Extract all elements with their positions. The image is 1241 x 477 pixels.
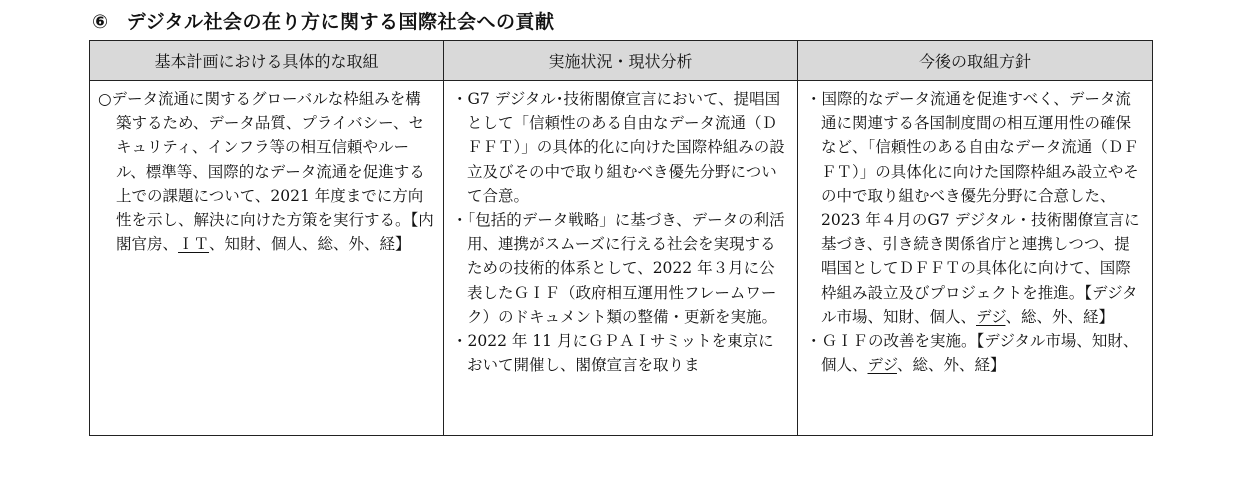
circle-marker: ○ [98, 90, 112, 108]
header-future-policy: 今後の取組方針 [798, 41, 1153, 81]
status-item: ・「包括的データ戦略」に基づき、データの利活用、連携がスムーズに行える社会を実現するための技術的体系として、2022 年３月に公表したＧＩＦ（政府相互運用性フレームワーク）のドキュメント類の整備・更新を実施。 [452, 211, 785, 326]
cell-implementation-status [444, 81, 798, 436]
section-title: デジタル社会の在り方に関する国際社会への貢献 [126, 11, 555, 33]
cell-concrete-initiatives [90, 81, 444, 436]
header-concrete-initiatives: 基本計画における具体的な取組 [90, 41, 444, 81]
policy-item: ・国際的なデータ流通を促進すべく、データ流通に関連する各国制度間の相互運用性の確保など、「信頼性のある自由なデータ流通（ＤＦＦＴ）」の具体化に向けた国際枠組み設立やその中で取り組むべき優先分野に合意した、2023 年４月のG7 デジタル・技術閣僚宣言に基づき、引き続き関係省庁と連携しつつ、提唱国としてＤＦＦＴの具体化に向けて、国際枠組み設立及びプロジェクトを推進。【デジタル市場、知財、個人、デジ、総、外、経】 [806, 90, 1140, 326]
initiative-item: ○データ流通に関するグローバルな枠組みを構築するため、データ品質、プライバシー、セキュリティ、インフラ等の相互信頼やルール、標準等、国際的なデータ流通を促進する上での課題について、2021 年度までに方向性を示し、解決に向けた方策を実行する。【内閣官房、ＩＴ、知財、個人、総、外、経】 [98, 90, 434, 254]
cell-future-policy [798, 81, 1153, 436]
policy-item: ・ＧＩＦの改善を実施。【デジタル市場、知財、個人、デジ、総、外、経】 [806, 332, 1139, 375]
underlined-ministry: ＩＴ [178, 235, 210, 254]
status-item: ・2022 年 11 月にＧＰＡＩサミットを東京において開催し、閣僚宣言を取りま [452, 332, 774, 375]
section-heading [92, 6, 554, 38]
header-implementation-status: 実施状況・現状分析 [444, 41, 798, 81]
plan-table [89, 40, 1153, 436]
table-header-row [90, 41, 1153, 81]
section-number: ⑥ [92, 11, 109, 33]
underlined-ministry: デジ [976, 307, 1006, 326]
table-row [90, 81, 1153, 436]
underlined-ministry: デジ [867, 356, 897, 375]
status-item: ・G7 デジタル･技術閣僚宣言において、提唱国として「信頼性のある自由なデータ流通（ＤＦＦＴ）」の具体的化に向けた国際枠組みの設立及びその中で取り組むべき優先分野について合意。 [452, 90, 785, 205]
